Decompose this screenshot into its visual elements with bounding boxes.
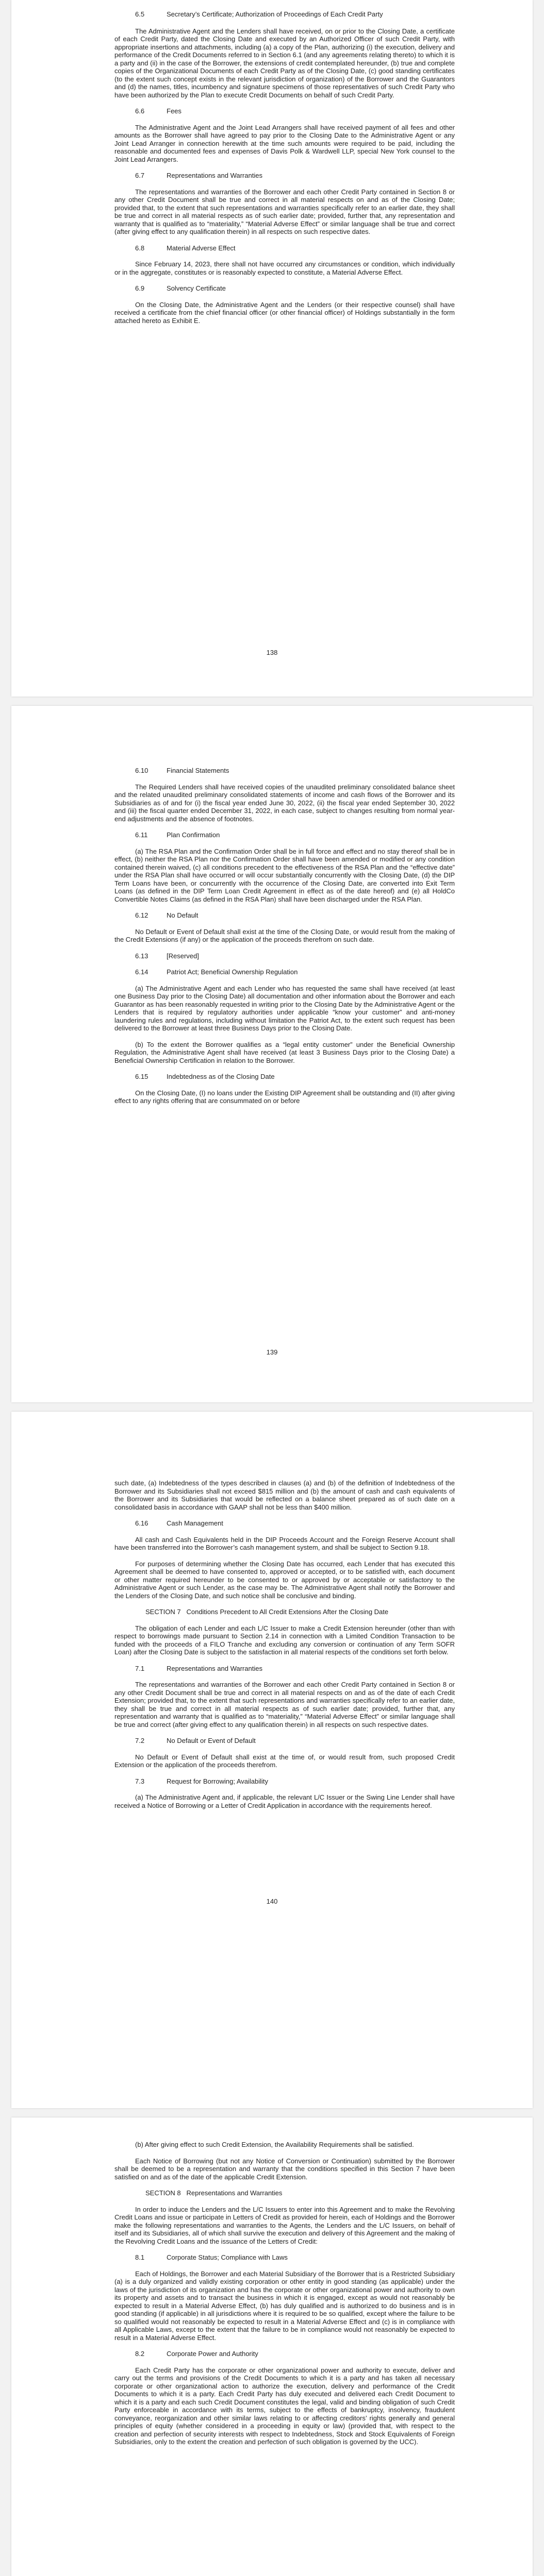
document-page-4 [11,2117,533,2576]
section-heading-8-2: 8.2 Corporate Power and Authority [135,2350,258,2358]
section-heading-6-6: 6.6 Fees [135,107,182,115]
paragraph: The representations and warranties of the Borrower and each other Credit Party contained in Section 8 or any other Credit Document shall be true and correct in all material respects on and as of the date of each Credit Extension; provided that, to the extent that such representations and warranties specifically refer to an earlier date, they shall be true and correct in all material respects as of such earlier date; provided, further that, any representation and warranty that is qualified as to “materiality,” “Material Adverse Effect” or similar language shall be true and correct (after giving effect to any qualification therein) in all respects on such respective dates. [114,1681,455,1728]
paragraph: The Administrative Agent and the Lenders shall have received, on or prior to the Closing Date, a certificate of each Credit Party, dated the Closing Date and executed by an Authorized Officer of such Credit Party, with appropriate insertions and attachments, including (a) a copy of the Plan, authorizing (i) the execution, delivery and performance of the Credit Documents referred to in Section 6.1 (and any agreements relating thereto) to which it is a party and (ii) in the case of the Borrower, the extensions of credit contemplated hereunder, (b) true and complete copies of the Organizational Documents of each Credit Party as of the Closing Date, (c) good standing certificates (to the extent such concept exists in the relevant jurisdiction of organization) of the Borrower and the Guarantors and (d) the names, titles, incumbency and signature specimens of those representatives of such Credit Party who have been authorized by the Plan to execute Credit Documents on behalf of such Credit Party. [114,27,455,99]
page-number: 138 [266,649,278,656]
paragraph: The representations and warranties of the Borrower and each other Credit Party contained in Section 8 or any other Credit Document shall be true and correct in all material respects on and as of the Closing Date; provided that, to the extent that such representations and warranties specifically refer to an earlier date, they shall be true and correct in all material respects as of such earlier date; provided, further that, any representation and warranty that is qualified as to “materiality,” “Material Adverse Effect” or similar language shall be true and correct (after giving effect to any qualification therein) in all respects on such respective dates. [114,188,455,235]
paragraph: Each of Holdings, the Borrower and each Material Subsidiary of the Borrower that is a Restricted Subsidiary (a) is a duly organized and validly existing corporation or other entity in good standing (as applicable) under the laws of the jurisdiction of its organization and has the corporate or other organizational power and authority to own its property and assets and to transact the business in which it is engaged, except as would not reasonably be expected to result in a Material Adverse Effect, (b) has duly qualified and is authorized to do business and is in good standing (if applicable) in all jurisdictions where it is required to be so qualified, except where the failure to be so qualified would not reasonably be expected to result in a Material Adverse Effect and (c) is in compliance with all Applicable Laws, except to the extent that the failure to be in compliance would not reasonably be expected to result in a Material Adverse Effect. [114,2269,455,2342]
section-heading-8-1: 8.1 Corporate Status; Compliance with Laws [135,2253,288,2261]
paragraph: Each Notice of Borrowing (but not any Notice of Conversion or Continuation) submitted by the Borrower shall be deemed to be a representation and warranty that the conditions specified in this Section 7 have been satisfied on and as of the date of the applicable Credit Extension. [114,2157,455,2181]
paragraph: The obligation of each Lender and each L/C Issuer to make a Credit Extension hereunder (other than with respect to borrowings made pursuant to Section 2.14 in connection with a Limited Condition Transaction to be funded with the proceeds of a FILO Tranche and excluding any conversion or continuation of any Term SOFR Loan) after the Closing Date is subject to the satisfaction in all material respects of the conditions set forth below. [114,1624,455,1656]
section-heading-6-8: 6.8 Material Adverse Effect [135,244,236,252]
paragraph: (b) To the extent the Borrower qualifies as a “legal entity customer” under the Beneficial Ownership Regulation, the Administrative Agent shall have received (at least 3 Business Days prior to the Closing Date) a Beneficial Ownership Certification in relation to the Borrower. [114,1040,455,1064]
page-content-3 [114,1479,455,1809]
paragraph: The Required Lenders shall have received copies of the unaudited preliminary consolidated balance sheet and the related unaudited preliminary consolidated statements of income and cash flows of the Borrower and its Subsidiaries as of and for (i) the fiscal year ended June 30, 2022, (ii) the fiscal year ended September 30, 2022 and (iii) the fiscal quarter ended December 31, 2022, in each case, subject to changes resulting from normal year-end adjustments and the absence of footnotes. [114,783,455,823]
paragraph: For purposes of determining whether the Closing Date has occurred, each Lender that has executed this Agreement shall be deemed to have consented to, approved or accepted, or to be satisfied with, each document or other matter required hereunder to be consented to or approved by or acceptable or satisfactory to the Administrative Agent or such Lender, as the case may be. The Administrative Agent shall notify the Borrower and the Lenders of the Closing Date, and such notice shall be conclusive and binding. [114,1560,455,1600]
paragraph: Each Credit Party has the corporate or other organizational power and authority to execute, deliver and carry out the terms and provisions of the Credit Documents to which it is a party and has taken all necessary corporate or other organizational action to authorize the execution, delivery and performance of the Credit Documents to which it is a party. Each Credit Party has duly executed and delivered each Credit Document to which it is a party and each such Credit Document constitutes the legal, valid and binding obligation of such Credit Party enforceable in accordance with its terms, subject to the effects of bankruptcy, insolvency, fraudulent conveyance, reorganization and other similar laws relating to or affecting creditors’ rights generally and general principles of equity (whether considered in a proceeding in equity or law) (provided that, with respect to the creation and perfection of security interests with respect to Indebtedness, Stock and Stock Equivalents of Foreign Subsidiaries, only to the extent the creation and perfection of such obligation is governed by the UCC). [114,2366,455,2446]
section-heading-6-15: 6.15 Indebtedness as of the Closing Date [135,1073,275,1080]
section-heading-6-12: 6.12 No Default [135,911,199,919]
paragraph: Since February 14, 2023, there shall not have occurred any circumstances or condition, which individually or in the aggregate, constitutes or is reasonably expected to constitute, a Material Adverse Effect. [114,260,455,276]
section-heading-7-1: 7.1 Representations and Warranties [135,1664,262,1672]
paragraph: On the Closing Date, (I) no loans under the Existing DIP Agreement shall be outstanding and (II) after giving effect to any rights offering that are consummated on or before [114,1089,455,1105]
paragraph: On the Closing Date, the Administrative Agent and the Lenders (or their respective counsel) shall have received a certificate from the chief financial officer (or other financial officer) of Holdings substantially in the form attached hereto as Exhibit E. [114,300,455,325]
section-heading-6-9: 6.9 Solvency Certificate [135,284,226,292]
section-heading-6-14: 6.14 Patriot Act; Beneficial Ownership Regulation [135,968,298,976]
document-page-2 [11,706,533,1402]
paragraph: such date, (a) Indebtedness of the types described in clauses (a) and (b) of the definition of Indebtedness of the Borrower and its Subsidiaries shall not exceed $815 million and (b) the amount of cash and cash equivalents of the Borrower and its Subsidiaries that would be reflected on a balance sheet prepared as of such date on a consolidated basis in accordance with GAAP shall not be less than $400 million. [114,1479,455,1511]
section-heading-6-5: 6.5 Secretary’s Certificate; Authorization of Proceedings of Each Credit Party [135,10,383,18]
page-content-1 [114,10,455,325]
paragraph: (a) The Administrative Agent and each Lender who has requested the same shall have received (at least one Business Day prior to the Closing Date) all documentation and other information about the Borrower and each Guarantor as has been reasonably requested in writing prior to the Closing Date by the Administrative Agent or the Lenders that is required by regulatory authorities under applicable “know your customer” and anti-money laundering rules and regulations, including without limitation the Patriot Act, to the extent such request has been delivered to the Borrower at least three Business Days prior to the Closing Date. [114,984,455,1032]
section-heading-6-7: 6.7 Representations and Warranties [135,172,262,179]
document-page-1 [11,0,533,697]
section-heading-6-11: 6.11 Plan Confirmation [135,831,220,839]
paragraph: (a) The RSA Plan and the Confirmation Order shall be in full force and effect and no stay thereof shall be in effect, (b) neither the RSA Plan nor the Confirmation Order shall have been amended or modified or any condition contained therein waived, (c) all conditions precedent to the effectiveness of the RSA Plan and the “effective date” under the RSA Plan shall have occurred or will occur substantially concurrently with the Closing Date, (d) the DIP Term Loans have been, or concurrently with the occurrence of the Closing Date, are converted into Exit Term Loans (as defined in the DIP Term Loan Credit Agreement in effect as of the date hereof) and (e) all HoldCo Convertible Notes Claims (as defined in the RSA Plan) shall have been discharged under the RSA Plan. [114,847,455,903]
paragraph: All cash and Cash Equivalents held in the DIP Proceeds Account and the Foreign Reserve Account shall have been transferred into the Borrower’s cash management system, and shall be subject to Section 9.18. [114,1535,455,1551]
section-heading-6-10: 6.10 Financial Statements [135,767,229,774]
paragraph: The Administrative Agent and the Joint Lead Arrangers shall have received payment of all fees and other amounts as the Borrower shall have agreed to pay prior to the Closing Date to the Administrative Agent or any Joint Lead Arranger in connection herewith at the time such amounts were required to be paid, including the reasonable and documented fees and expenses of Davis Polk & Wardwell LLP, special New York counsel to the Joint Lead Arrangers. [114,123,455,163]
paragraph: In order to induce the Lenders and the L/C Issuers to enter into this Agreement and to make the Revolving Credit Loans and issue or participate in Letters of Credit as provided for herein, each of Holdings and the Borrower make the following representations and warranties to the Agents, the Lenders and the L/C Issuers, on behalf of itself and its Subsidiaries, all of which shall survive the execution and delivery of this Agreement and the making of the Revolving Credit Loans and the issuance of the Letters of Credit: [114,2205,455,2245]
section-heading-6-16: 6.16 Cash Management [135,1519,223,1527]
section-heading-7-3: 7.3 Request for Borrowing; Availability [135,1777,269,1785]
document-page-3 [11,1412,533,2108]
paragraph: No Default or Event of Default shall exist at the time of the Closing Date, or would result from the making of the Credit Extensions (if any) or the application of the proceeds therefrom on such date. [114,927,455,943]
paragraph: (a) The Administrative Agent and, if applicable, the relevant L/C Issuer or the Swing Line Lender shall have received a Notice of Borrowing or a Letter of Credit Application in accordance with the requirements hereof. [114,1793,455,1809]
page-content-2 [114,767,455,1105]
paragraph: (b) After giving effect to such Credit Extension, the Availability Requirements shall be satisfied. [135,2141,414,2148]
page-number: 139 [266,1348,278,1356]
page-number: 140 [266,1897,278,1905]
section-heading-section-8: SECTION 8 Representations and Warranties [145,2189,283,2197]
paragraph: No Default or Event of Default shall exist at the time of, or would result from, such proposed Credit Extension or the application of the proceeds therefrom. [114,1753,455,1769]
section-heading-section-7: SECTION 7 Conditions Precedent to All Credit Extensions After the Closing Date [145,1608,389,1616]
page-content-4 [114,2141,455,2446]
section-heading-6-13: 6.13 [Reserved] [135,952,199,960]
section-heading-7-2: 7.2 No Default or Event of Default [135,1737,256,1744]
